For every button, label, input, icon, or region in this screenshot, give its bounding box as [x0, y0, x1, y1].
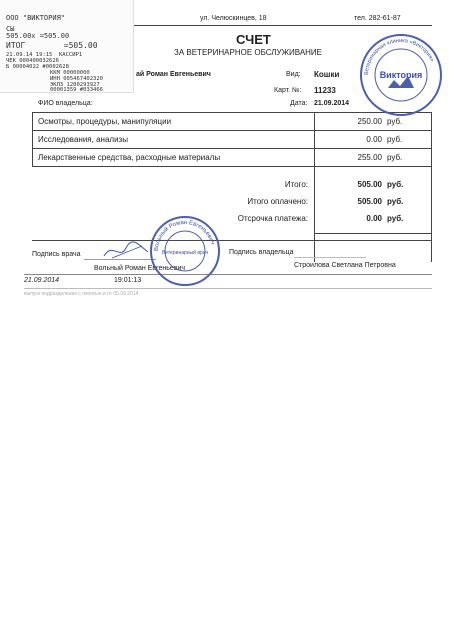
invoice-time: 19:01:13: [114, 277, 142, 284]
receipt-line: СЫ: [6, 25, 15, 33]
footer-note-line: [24, 288, 432, 289]
invoice-subtitle: ЗА ВЕТЕРИНАРНОЕ ОБСЛУЖИВАНИЕ: [174, 48, 323, 57]
receipt-line: ЭКЛЗ 1200293927: [50, 82, 100, 88]
doctor-full-name: Вольный Роман Евгеньевич: [94, 265, 186, 272]
service-currency: руб.: [387, 153, 403, 162]
cash-receipt: [0, 0, 134, 93]
clinic-stamp: [358, 32, 444, 118]
receipt-line: ККМ 00000000: [50, 70, 90, 76]
clinic-phone: тел. 282-61-87: [354, 15, 401, 22]
species-label: Вид:: [286, 71, 301, 78]
footer-divider: [24, 274, 432, 275]
service-amount: 255.00: [357, 153, 382, 162]
date-label: Дата:: [290, 100, 308, 107]
doctor-stamp: [148, 214, 222, 288]
table-row-border: [32, 148, 432, 149]
header-divider: [134, 25, 432, 26]
receipt-total-line: ИТОГ =505.00: [6, 41, 98, 50]
deferred-value: 0.00: [366, 214, 382, 223]
receipt-line: 00001359 #033466: [50, 87, 103, 93]
table-left-border: [32, 112, 33, 166]
stamp-center-text: Виктория: [379, 70, 423, 80]
receipt-line: Б 00004022 #0002628: [6, 64, 69, 70]
service-amount: 0.00: [366, 135, 382, 144]
species-value: Кошки: [314, 70, 340, 79]
paid-label: Итого оплачено:: [247, 197, 308, 206]
table-row-border: [32, 130, 432, 131]
service-name: Лекарственные средства, расходные материалы: [38, 153, 221, 162]
card-label: Карт. №:: [274, 87, 302, 94]
service-currency: руб.: [387, 117, 403, 126]
clinic-address: ул. Челюскинцев, 18: [200, 15, 267, 22]
receipt-line: ЧЕК 000400032626: [6, 58, 59, 64]
service-amount: 250.00: [357, 117, 382, 126]
receipt-line: 505.00х =505.00: [6, 32, 70, 40]
footer-note: выпуск подразделения с печатью и от 05.09.2014: [24, 291, 139, 297]
paid-currency: руб.: [387, 197, 404, 206]
total-label: Итого:: [284, 180, 308, 189]
paid-value: 505.00: [357, 197, 382, 206]
receipt-line: ООО "ВИКТОРИЯ": [6, 14, 66, 22]
doctor-signature-label: Подпись врача: [32, 251, 81, 258]
owner-full-name: Строилова Светлана Петровна: [294, 262, 396, 269]
owner-signature-label: Подпись владельца: [229, 249, 294, 256]
doctor-name-fragment: ай Роман Евгеньевич: [136, 71, 211, 78]
receipt-line: ИНН 005467402320: [50, 76, 103, 82]
stamp-ring-text: Ветеринарная клиника «Виктория»: [363, 37, 435, 76]
deferred-currency: руб.: [387, 214, 404, 223]
service-name: Исследования, анализы: [38, 135, 128, 144]
signature-section-border: [32, 240, 432, 241]
invoice-title: СЧЕТ: [236, 32, 271, 47]
total-currency: руб.: [387, 180, 404, 189]
doctor-stamp-center-text: Ветеринарный врач: [161, 250, 209, 256]
date-value: 21.09.2014: [314, 100, 350, 107]
service-currency: руб.: [387, 135, 403, 144]
card-value: 11233: [314, 86, 336, 95]
owner-label: ФИО владельца:: [38, 100, 93, 107]
invoice-date: 21.09.2014: [24, 277, 60, 284]
owner-signature-line: [294, 257, 366, 258]
totals-divider: [314, 233, 432, 234]
table-row-border: [32, 166, 432, 167]
deferred-label: Отсрочка платежа:: [237, 214, 308, 223]
service-name: Осмотры, процедуры, манипуляции: [38, 117, 172, 126]
receipt-line: 21.09.14 19:15 КАССИР1: [6, 52, 83, 58]
total-value: 505.00: [357, 180, 382, 189]
doctor-handwritten-signature: [102, 240, 152, 262]
doctor-stamp-ring-text: Вольный Роман Евгеньевич: [153, 219, 216, 252]
